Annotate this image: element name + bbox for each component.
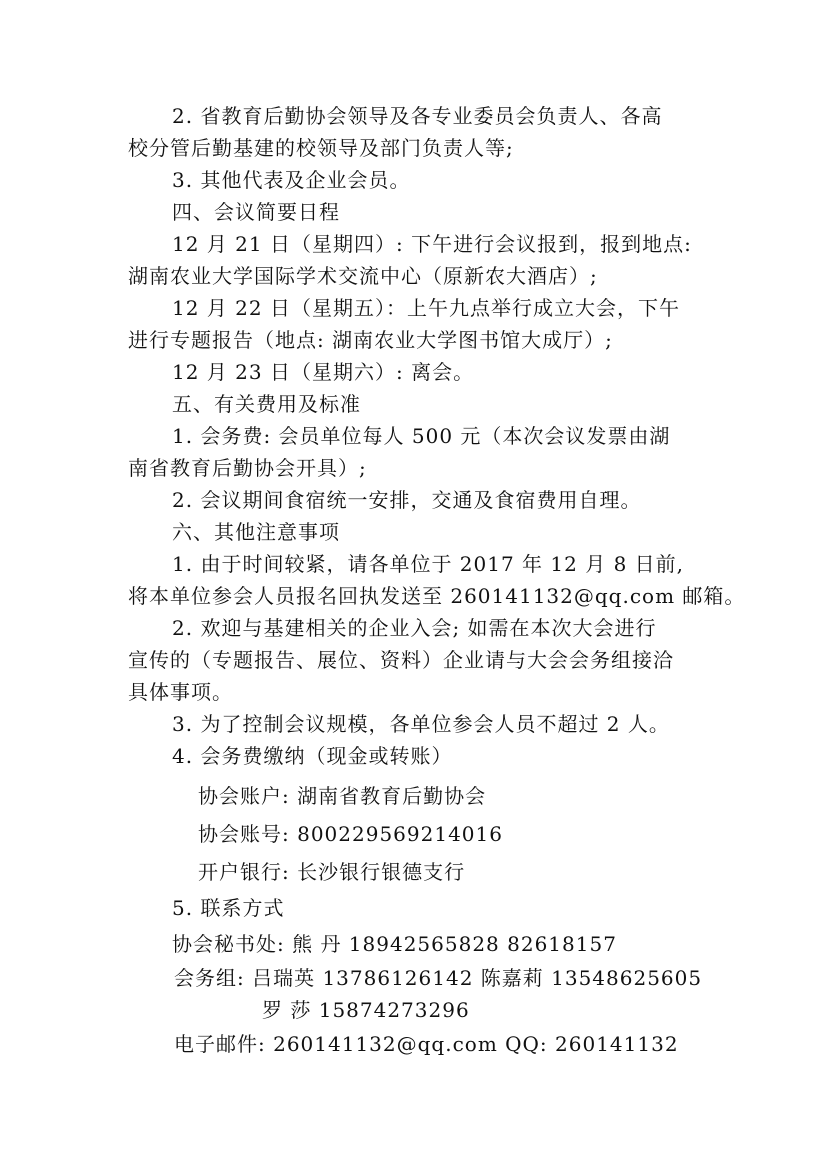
text-line: 3. 其他代表及企业会员。 (172, 168, 411, 192)
section-heading: 六、其他注意事项 (172, 520, 340, 544)
text-line: 校分管后勤基建的校领导及部门负责人等; (128, 136, 514, 160)
text-line: 5. 联系方式 (172, 896, 285, 920)
text-line: 进行专题报告（地点: 湖南农业大学图书馆大成厅）; (128, 328, 613, 352)
text-line: 将本单位参会人员报名回执发送至 260141132@qq.com 邮箱。 (128, 584, 746, 608)
section-heading: 四、会议简要日程 (172, 200, 340, 224)
account-name-line: 协会账户: 湖南省教育后勤协会 (198, 784, 487, 808)
text-line: 1. 会务费: 会员单位每人 500 元（本次会议发票由湖 (172, 424, 671, 448)
text-line: 12 月 23 日（星期六）: 离会。 (172, 360, 475, 384)
text-line: 3. 为了控制会议规模，各单位参会人员不超过 2 人。 (172, 712, 670, 736)
section-heading: 五、有关费用及标准 (172, 392, 361, 416)
contact-secretariat: 协会秘书处: 熊 丹 18942565828 82618157 (172, 932, 617, 956)
text-line: 南省教育后勤协会开具）; (128, 456, 367, 480)
text-line: 4. 会务费缴纳（现金或转账） (172, 744, 453, 768)
contact-conference-group-extra: 罗 莎 15874273296 (262, 998, 470, 1022)
text-line: 1. 由于时间较紧，请各单位于 2017 年 12 月 8 日前, (172, 552, 685, 576)
contact-conference-group: 会务组: 吕瑞英 13786126142 陈嘉莉 13548625605 (174, 966, 703, 990)
text-line: 12 月 21 日（星期四）: 下午进行会议报到，报到地点: (172, 232, 692, 256)
bank-line: 开户银行: 长沙银行银德支行 (198, 860, 466, 884)
text-line: 宣传的（专题报告、展位、资料）企业请与大会会务组接洽 (128, 648, 674, 672)
contact-email-qq: 电子邮件: 260141132@qq.com QQ: 260141132 (174, 1032, 679, 1056)
text-line: 12 月 22 日（星期五）：上午九点举行成立大会，下午 (172, 296, 680, 320)
text-line: 2. 欢迎与基建相关的企业入会; 如需在本次大会进行 (172, 616, 657, 640)
account-number-line: 协会账号: 800229569214016 (198, 822, 503, 846)
text-line: 2. 省教育后勤协会领导及各专业委员会负责人、各高 (172, 104, 663, 128)
text-line: 2. 会议期间食宿统一安排，交通及食宿费用自理。 (172, 488, 642, 512)
text-line: 湖南农业大学国际学术交流中心（原新农大酒店）; (128, 264, 598, 288)
text-line: 具体事项。 (128, 680, 233, 704)
